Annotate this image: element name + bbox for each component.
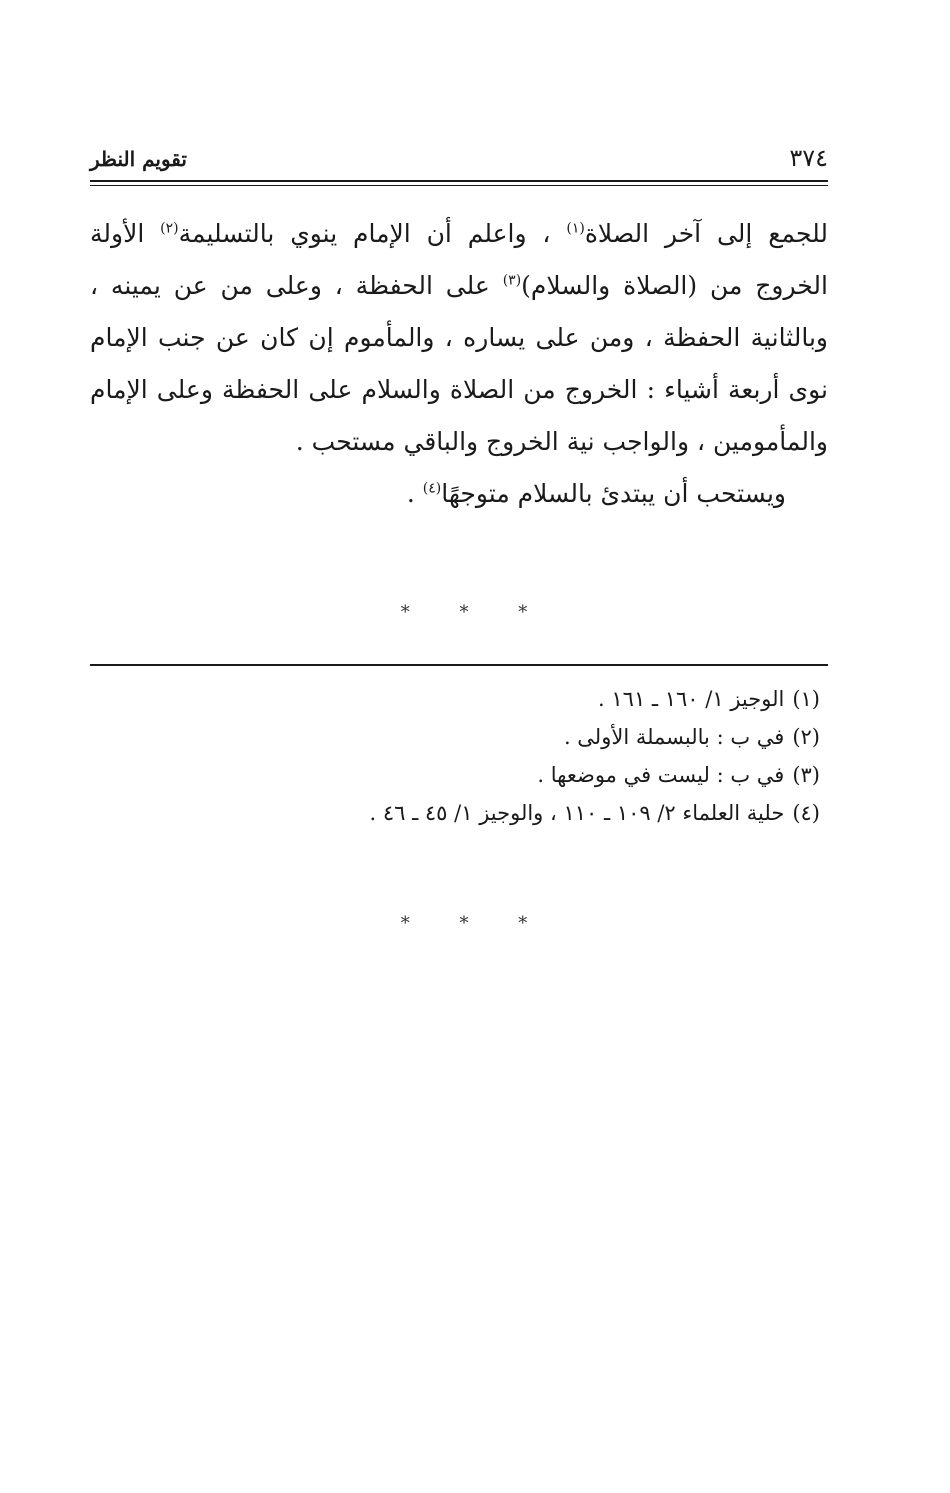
running-title: تقويم النظر — [90, 147, 187, 171]
main-text — [90, 208, 828, 520]
footnote-2-text: في ب : بالبسملة الأولى . — [563, 725, 785, 749]
paragraph-1-text-a: للجمع إلى آخر الصلاة — [584, 219, 829, 248]
footnote-3 — [90, 756, 828, 794]
header-rule-thick — [90, 180, 828, 182]
footnote-ref-1: (١) — [566, 220, 585, 237]
paragraph-1-text-d: على الحفظة ، وعلى من عن يمينه ، وبالثانية الحفظة ، ومن على يساره ، والمأموم إن كان عن جنب الإمام نوى أربعة أشياء : الخروج من الصلاة والسلام على الحفظة وعلى الإمام والمأمومين ، والواجب نية الخروج والباقي مستحب . — [90, 271, 828, 456]
footnote-ref-3: (٣) — [502, 272, 522, 289]
footnote-1-number: (١) — [792, 687, 820, 711]
paragraph-1-text-c: الأولة الخروج من (الصلاة والسلام) — [90, 219, 828, 300]
footnote-2 — [90, 718, 828, 756]
page-header — [90, 142, 828, 178]
page-number: ٣٧٤ — [789, 144, 828, 172]
footnote-4-text: حلية العلماء ٢/ ١٠٩ ـ ١١٠ ، والوجيز ١/ ٤٥ ـ ٤٦ . — [369, 801, 785, 825]
footnotes — [90, 680, 828, 832]
footnote-rule — [90, 664, 828, 666]
end-separator: * * * — [400, 913, 550, 934]
section-separator: * * * — [400, 602, 550, 623]
footnote-3-number: (٣) — [792, 763, 820, 787]
header-rule-thin — [90, 185, 828, 186]
footnote-4-number: (٤) — [792, 801, 820, 825]
footnote-1-text: الوجيز ١/ ١٦٠ ـ ١٦١ . — [598, 687, 785, 711]
paragraph-2 — [90, 468, 828, 520]
paragraph-1-text-b: ، واعلم أن الإمام ينوي بالتسليمة — [178, 219, 567, 248]
footnote-4 — [90, 794, 828, 832]
footnote-ref-2: (٢) — [160, 220, 179, 237]
paragraph-2-text-a: ويستحب أن يبتدئ بالسلام متوجهًا — [441, 479, 786, 508]
paragraph-1 — [90, 208, 828, 468]
footnote-ref-4: (٤) — [422, 480, 442, 497]
footnote-2-number: (٢) — [792, 725, 820, 749]
footnote-3-text: في ب : ليست في موضعها . — [537, 763, 785, 787]
paragraph-2-text-b: . — [406, 479, 423, 508]
footnote-1 — [90, 680, 828, 718]
